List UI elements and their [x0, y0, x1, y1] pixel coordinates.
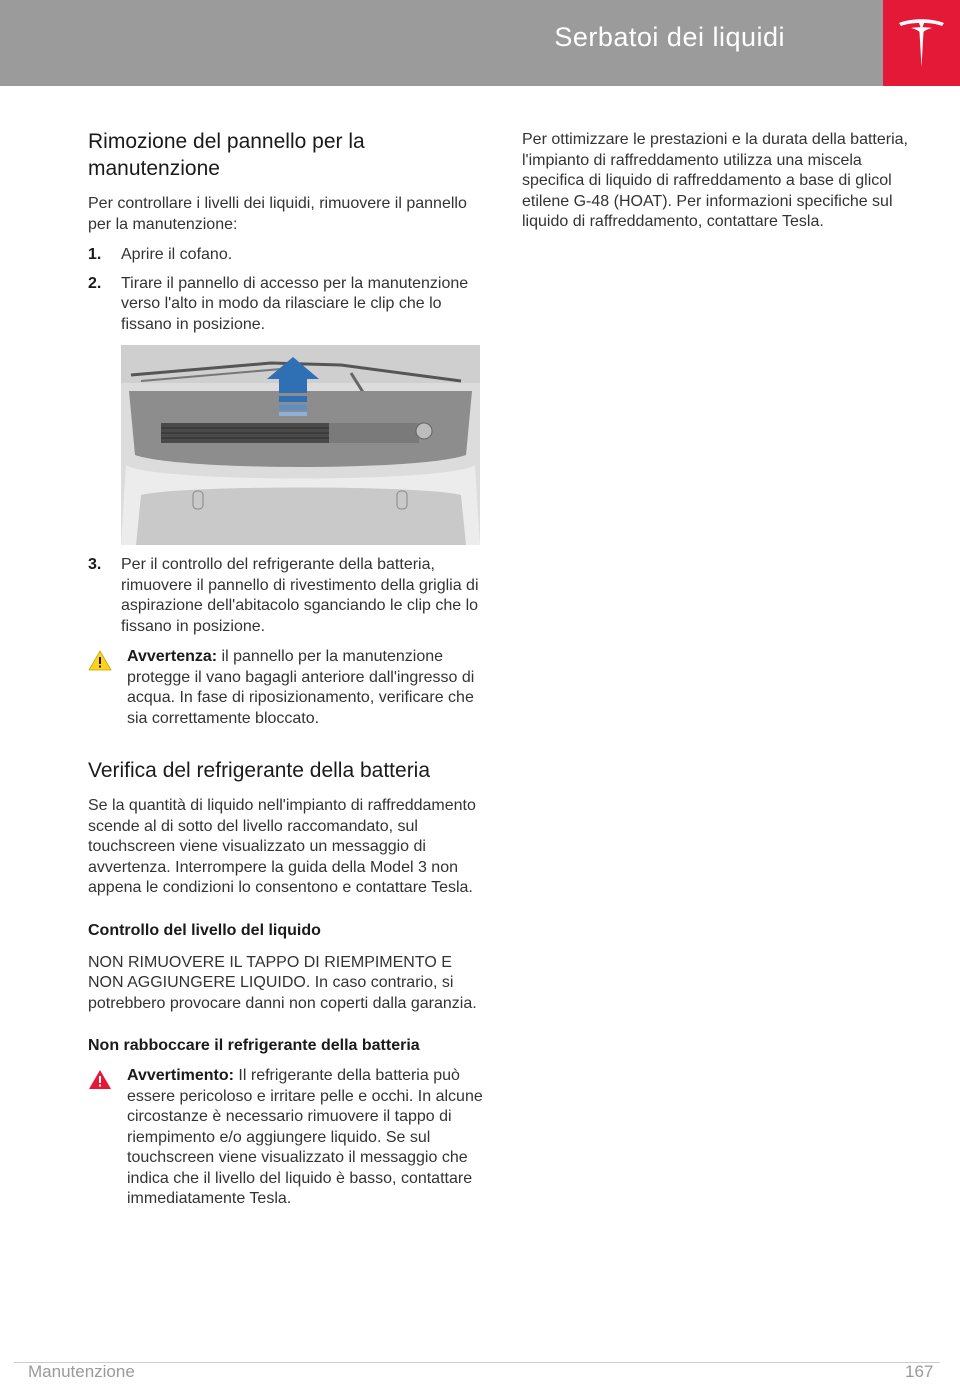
step-number: 2.: [88, 274, 102, 292]
step-text: Tirare il pannello di accesso per la manutenzione verso l'alto in modo da rilasciare le clip che lo fissano in posizione.: [121, 274, 469, 333]
coolant-spec-body: Per ottimizzare le prestazioni e la durata della batteria, l'impianto di raffreddamento utilizza una miscela specifica di liquido di raffreddamento a base di glicol etilene G-48 (HOAT). Per informazioni specifiche sul liquido di raffreddamento, contattare Tesla.: [522, 131, 908, 230]
warning-text: [127, 1066, 483, 1210]
warning-body: Il refrigerante della batteria può essere pericoloso e irritare pelle e occhi. In alcune circostanze è necessario rimuovere il tappo di riempimento e/o aggiungere liquido. Se sul touchscreen viene visualizzato il messaggio che indica che il livello del liquido è basso, contattare immediatamente Tesla.: [127, 1067, 483, 1207]
step-item: [88, 274, 483, 336]
step-text: Per il controllo del refrigerante della batteria, rimuovere il pannello di rivestimento della griglia di aspirazione dell'abitacolo sganciando le clip che lo fissano in posizione.: [121, 556, 479, 635]
footer-divider: [14, 1362, 940, 1363]
step-number: 3.: [88, 556, 102, 573]
caution-body: il pannello per la manutenzione protegge il vano bagagli anteriore dall'ingresso di acqua. In fase di riposizionamento, verificare che sia correttamente bloccato.: [127, 648, 475, 727]
step-item: [88, 555, 483, 637]
subheading-no-topup: Non rabboccare il refrigerante della batteria: [88, 1037, 420, 1054]
coolant-check-body: Se la quantità di liquido nell'impianto di raffreddamento scende al di sotto del livello raccomandato, sul touchscreen viene visualizzato un messaggio di avvertenza. Interrompere la guida della Model 3 non appena le condizioni lo consentono e contattare Tesla.: [88, 797, 476, 896]
warning-notice: [88, 1066, 483, 1210]
section-title-coolant-check: Verifica del refrigerante della batteria: [88, 759, 431, 782]
warning-triangle-icon: [88, 1066, 127, 1210]
tesla-logo-icon: [897, 17, 946, 69]
fluid-level-body: NON RIMUOVERE IL TAPPO DI RIEMPIMENTO E NON AGGIUNGERE LIQUIDO. In caso contrario, si potrebbero provocare danni non coperti dalla garanzia.: [88, 953, 477, 1012]
step-item: [88, 245, 483, 266]
warning-label: Avvertimento:: [127, 1067, 234, 1084]
section-title-service-panel: Rimozione del pannello per la manutenzione: [88, 130, 365, 180]
step-list: [88, 245, 483, 335]
header-bar: [0, 0, 883, 86]
caution-notice: [88, 647, 483, 729]
right-column: [522, 130, 922, 233]
caution-label: Avvertenza:: [127, 648, 218, 665]
hood-panel-drawing: [121, 345, 480, 545]
page-number: 167: [905, 1362, 934, 1381]
logo-box: [883, 0, 960, 86]
left-column: [88, 128, 483, 1210]
service-panel-illustration: [121, 345, 480, 545]
caution-text: [127, 647, 483, 729]
step-text: Aprire il cofano.: [121, 246, 233, 263]
step-number: 1.: [88, 246, 102, 263]
subheading-fluid-level: Controllo del livello del liquido: [88, 921, 321, 939]
caution-triangle-icon: [88, 647, 127, 729]
service-panel-intro: Per controllare i livelli dei liquidi, rimuovere il pannello per la manutenzione:: [88, 195, 467, 233]
page-title: Serbatoi dei liquidi: [554, 22, 785, 52]
step-list-continued: [88, 555, 483, 637]
footer-section-name: Manutenzione: [28, 1362, 135, 1381]
